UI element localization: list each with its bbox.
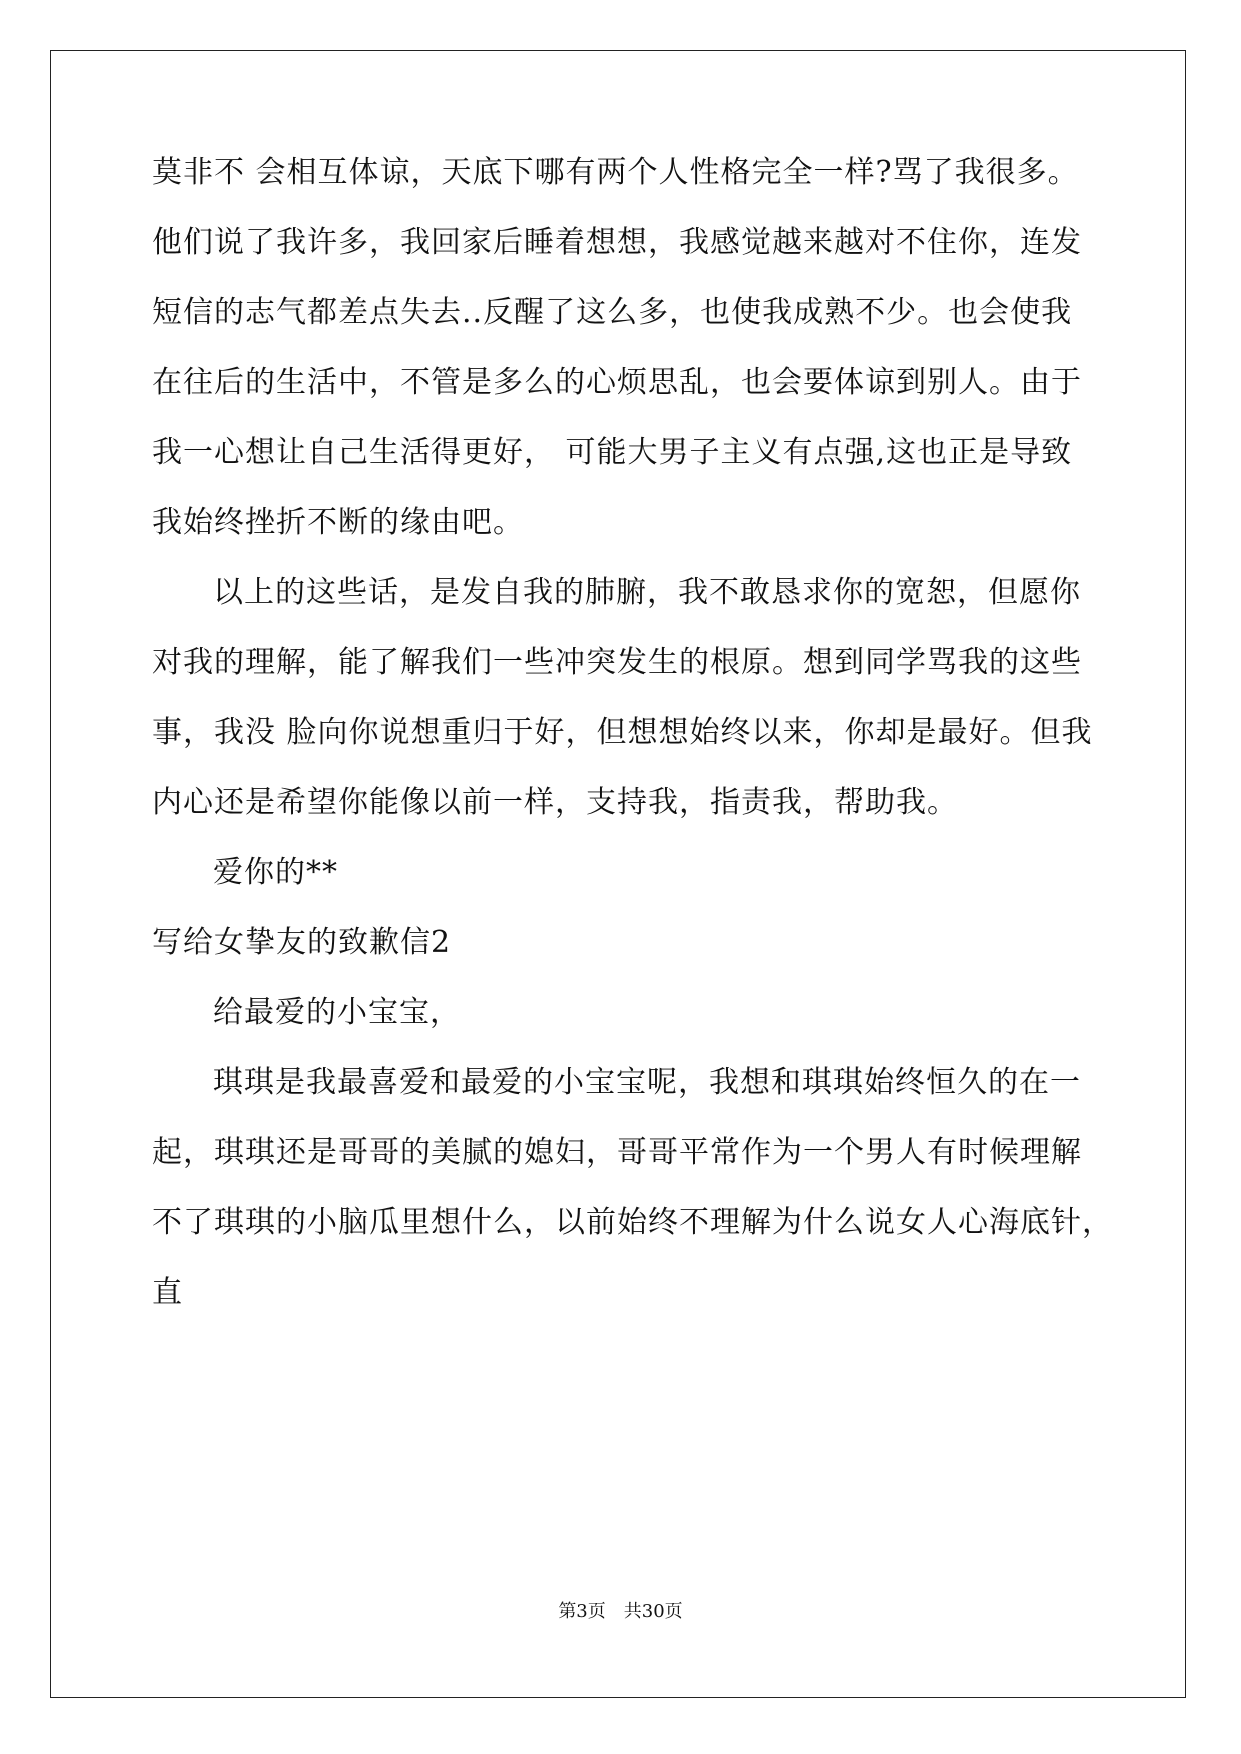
body-line-15: 起，琪琪还是哥哥的美腻的媳妇，哥哥平常作为一个男人有时候理解 bbox=[152, 1135, 1082, 1170]
page-number-footer: 第3页 共30页 bbox=[558, 1601, 683, 1622]
body-line-9: 事，我没 脸向你说想重归于好，但想想始终以来，你却是最好。但我 bbox=[152, 715, 1093, 750]
body-line-10: 内心还是希望你能像以前一样，支持我，指责我，帮助我。 bbox=[152, 785, 958, 820]
body-line-5: 我一心想让自己生活得更好， 可能大男子主义有点强,这也正是导致 bbox=[152, 435, 1073, 470]
body-line-7: 以上的这些话，是发自我的肺腑，我不敢恳求你的宽恕，但愿你 bbox=[213, 575, 1081, 610]
body-line-2: 他们说了我许多，我回家后睡着想想，我感觉越来越对不住你，连发 bbox=[152, 225, 1082, 260]
body-line-17: 直 bbox=[152, 1275, 183, 1310]
body-line-16: 不了琪琪的小脑瓜里想什么，以前始终不理解为什么说女人心海底针， bbox=[152, 1205, 1113, 1240]
body-line-4: 在往后的生活中，不管是多么的心烦思乱，也会要体谅到别人。由于 bbox=[152, 365, 1082, 400]
body-line-3: 短信的志气都差点失去..反醒了这么多，也使我成熟不少。也会使我 bbox=[152, 295, 1073, 330]
signature-line: 爱你的** bbox=[213, 855, 338, 890]
body-line-1: 莫非不 会相互体谅，天底下哪有两个人性格完全一样?骂了我很多。 bbox=[152, 155, 1079, 190]
salutation-line: 给最爱的小宝宝， bbox=[213, 995, 461, 1030]
section-heading: 写给女挚友的致歉信2 bbox=[152, 925, 452, 960]
body-line-8: 对我的理解，能了解我们一些冲突发生的根原。想到同学骂我的这些 bbox=[152, 645, 1082, 680]
body-line-6: 我始终挫折不断的缘由吧。 bbox=[152, 505, 524, 540]
body-line-14: 琪琪是我最喜爱和最爱的小宝宝呢，我想和琪琪始终恒久的在一 bbox=[213, 1065, 1081, 1100]
